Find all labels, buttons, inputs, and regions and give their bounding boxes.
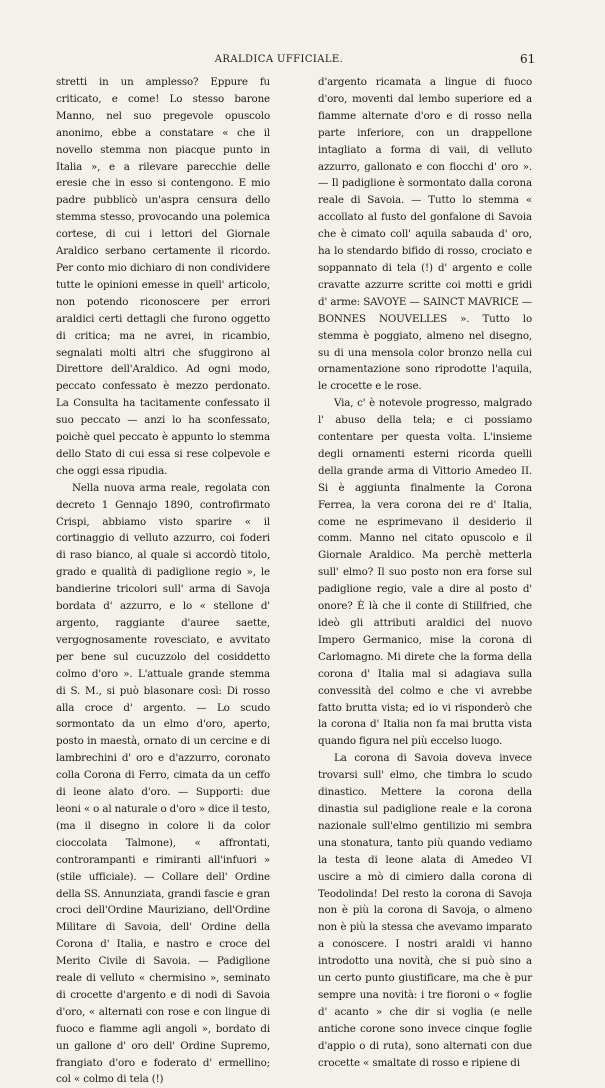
left-column <box>56 74 270 1088</box>
paragraph: La corona di Savoia doveva invece trovarsi sull' elmo, che timbra lo scudo dinastico. Mettere la corona della dinastia sul padiglione reale e la corona nazionale sull'elmo gentilizio mi sembra una stonatura, tanto più quando vediamo la testa di leone alata di Amedeo VI uscire a mò di cimiero dalla corona di Teodolinda! Del resto la corona di Savoja non è più la corona di Savoja, o almeno non è più la stessa che avevamo imparato a conoscere. I nostri araldi vi hanno introdotto una novità, che si può sino a un certo punto giustificare, ma che è pur sempre una novità: i tre fioroni o « foglie d' acanto » che dir si voglia (e nelle antiche corone sono invece cinque foglie d'appio o di ruta), sono alternati con due crocette « smaltate di rosso e ripiene di <box>318 752 532 1069</box>
page-number: 61 <box>520 52 536 66</box>
paragraph: stretti in un amplesso? Eppure fu criticato, e come! Lo stesso barone Manno, nel suo pregevole opuscolo anonimo, ebbe a constatare « che il novello stemma non piacque punto in Italia », e a rilevare parecchie delle eresie che in esso si contengono. E mio padre pubblicò un'aspra censura dello stemma stesso, provocando una polemica cortese, di cui i lettori del Giornale Araldico serbano certamente il ricordo. Per conto mio dichiaro di non condividere tutte le opinioni emesse in quell' articolo, non potendo riconoscere per errori araldici certi dettagli che furono oggetto di critica; ma ne avrei, in ricambio, segnalati molti altri che sfuggirono al Direttore dell'Araldico. Ad ogni modo, peccato confessato è mezzo perdonato. La Consulta ha tacitamente confessato il suo peccato — anzi lo ha sconfessato, poichè quel peccato è appunto lo stemma dello Stato di cui essa si rese colpevole e che oggi essa ripudia. <box>56 76 270 477</box>
paragraph: Nella nuova arma reale, regolata con decreto 1 Gennajo 1890, controfirmato Crispi, abbiamo visto sparire « il cortinaggio di velluto azzurro, coi foderi di raso bianco, al quale si accordò titolo, grado e qualità di padiglione regio », le bandierine tricolori sull' arma di Savoja bordata d' azzurro, e lo « stellone d' argento, raggiante d'auree saette, vergognosamente rovesciato, e avvitato per bene sul cucuzzolo del cosiddetto colmo d'oro ». L'attuale grande stemma di S. M., si può blasonare così: Di rosso alla croce d' argento. — Lo scudo sormontato da un elmo d'oro, aperto, posto in maestà, ornato di un cercine e di lambrechini d' oro e d'azzurro, coronato colla Corona di Ferro, cimata da un ceffo di leone alato d'oro. — Supporti: due leoni « o al naturale o d'oro » dice il testo, (ma il disegno in colore li da color cioccolata Talmone), « affrontati, controrampanti e rimiranti all'infuori » (stile ufficiale). — Collare dell' Ordine della SS. Annunziata, grandi fascie e gran croci dell'Ordine Mauriziano, dell'Ordine Militare di Savoia, dell' Ordine della Corona d' Italia, e nastro e croce del Merito Civile di Savoia. — Padiglione reale di velluto « chermisino », seminato di crocette d'argento e di nodi di Savoia d'oro, « alternati con rose e con lingue di fuoco e fiamme agli angoli », bordato di un gallone d' oro dell' Ordine Supremo, frangiato d'oro e foderato d' ermellino; col « colmo di tela (!) <box>56 481 270 1086</box>
paragraph: Via, c' è notevole progresso, malgrado l' abuso della tela; e ci possiamo contentare per questa volta. L'insieme degli ornamenti esterni ricorda quelli della grande arma di Vittorio Amedeo II. Si è aggiunta finalmente la Corona Ferrea, la vera corona dei re d' Italia, come ne esprimevano il desiderio il comm. Manno nel citato opuscolo e il Giornale Araldico. Ma perchè metterla sull' elmo? Il suo posto non era forse sul padiglione regio, vale a dire al posto d' onore? È là che il conte di Stillfried, che ideò gli attributi araldici del nuovo Impero Germanico, mise la corona di Carlomagno. Mi direte che la forma della corona d' Italia mal si adagiava sulla convessità del colmo e che vi avrebbe fatto brutta vista; ed io vi risponderò che la corona d' Italia non fa mai brutta vista quando figura nel più eccelso luogo. <box>318 397 532 748</box>
right-column <box>318 74 532 1071</box>
paragraph: d'argento ricamata a lingue di fuoco d'oro, moventi dal lembo superiore ed a fiamme alternate d'oro e di rosso nella parte inferiore, con un drappellone intagliato a forma di vaii, di velluto azzurro, gallonato e con fiocchi d' oro ». — Il padiglione è sormontato dalla corona reale di Savoia. — Tutto lo stemma « accollato al fusto del gonfalone di Savoia che è cimato coll' aquila sabauda d' oro, ha lo stendardo bifido di rosso, crociato e soppannato di tela (!) d' argento e colle cravatte azzurre scritte coi motti e gridi d' arme: SAVOYE — SAINCT MAVRICE — BONNES NOUVELLES ». Tutto lo stemma è poggiato, almeno nel disegno, su di una mensola color bronzo nella cui ornamentazione sono riprodotte l'aquila, le crocette e le rose. <box>318 76 532 393</box>
running-head: ARALDICA UFFICIALE. <box>214 54 344 65</box>
